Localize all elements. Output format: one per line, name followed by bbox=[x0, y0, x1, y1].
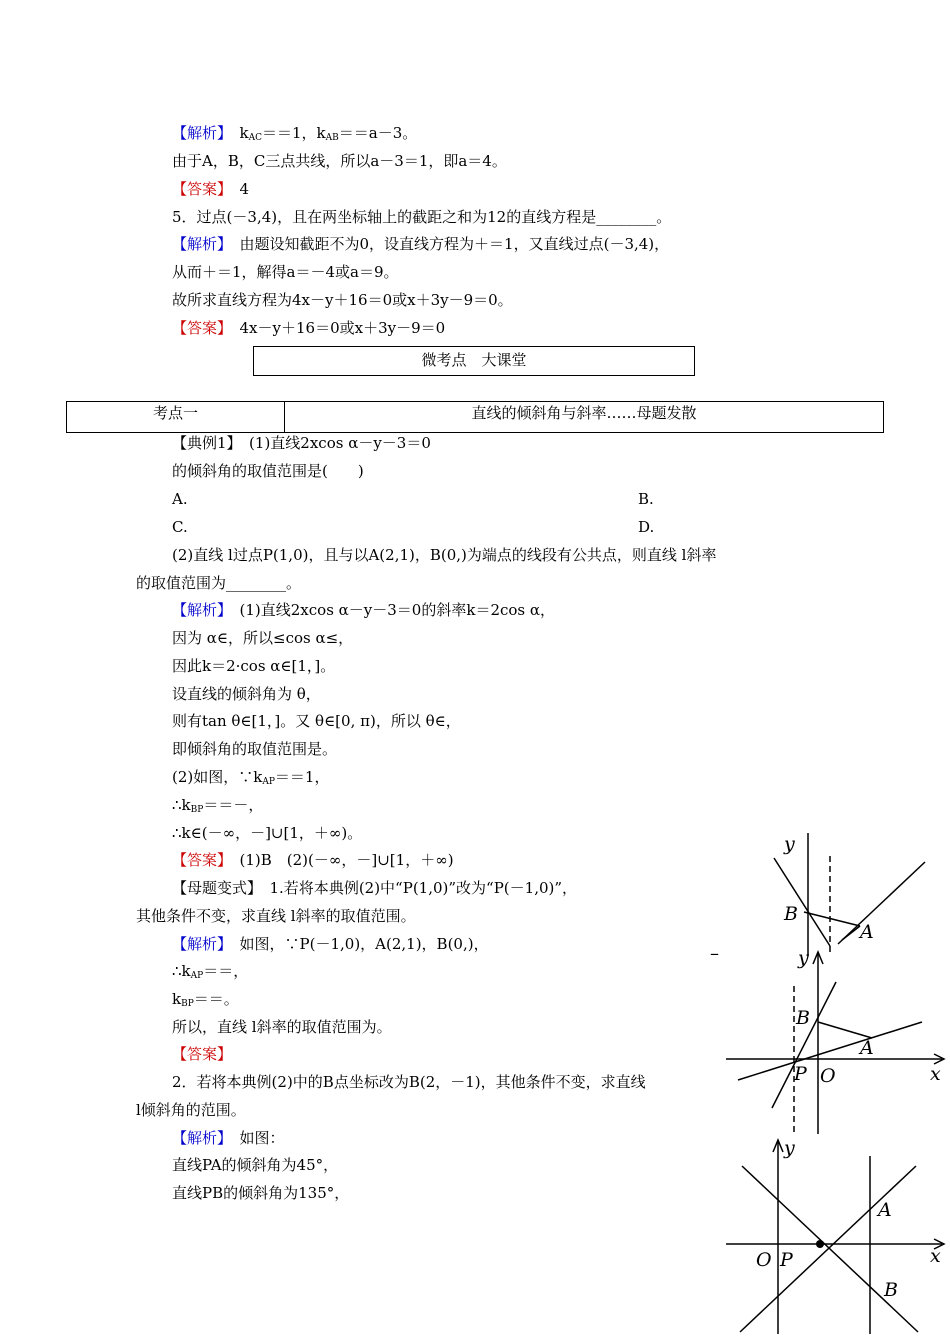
topic-header-table bbox=[66, 401, 884, 433]
label-a: A bbox=[860, 921, 874, 943]
text-line: 因此k＝2·cos α∈[1，]。 bbox=[172, 657, 336, 675]
topic-number: 考点一 bbox=[67, 402, 285, 432]
section-banner: 微考点 大课堂 bbox=[253, 346, 695, 376]
text-line: 则有tan θ∈[1，]。又 θ∈[0, π)，所以 θ∈， bbox=[172, 712, 461, 730]
answer-tag: 【答案】 bbox=[172, 319, 225, 337]
analysis-line: 【解析】 $k_{AC}==1$，$k_{AB}==a-3$。 bbox=[172, 124, 418, 143]
segment-a bbox=[842, 926, 860, 940]
text-line: 的取值范围为________。 bbox=[136, 574, 302, 592]
figure-2 bbox=[722, 946, 950, 1136]
analysis-tag: 【解析】 bbox=[172, 1129, 225, 1147]
figure-3 bbox=[722, 1136, 950, 1336]
point-p-dot bbox=[816, 1240, 824, 1248]
answer-line bbox=[172, 1044, 232, 1064]
analysis-tag: 【解析】 bbox=[172, 601, 225, 619]
label-a: A bbox=[860, 1037, 874, 1059]
option-a: A. bbox=[172, 490, 188, 508]
analysis-tag: 【解析】 bbox=[172, 235, 225, 253]
line-pa bbox=[838, 862, 925, 944]
text-line: 故所求直线方程为4x－y＋16＝0或x＋3y－9＝0。 bbox=[172, 291, 513, 309]
analysis-tag: 【解析】 bbox=[172, 935, 225, 953]
option-c: C. bbox=[172, 518, 188, 536]
label-y: y bbox=[798, 947, 809, 969]
analysis-line: 【解析】 (1)直线2xcos α－y－3＝0的斜率k＝2cos α， bbox=[172, 601, 556, 619]
label-p: P bbox=[780, 1249, 793, 1271]
question-5: 5．过点(－3,4)，且在两坐标轴上的截距之和为12的直线方程是________。 bbox=[172, 208, 672, 226]
label-y: y bbox=[784, 833, 795, 855]
topic-title: 直线的倾斜角与斜率……母题发散 bbox=[471, 404, 697, 422]
label-x: x bbox=[930, 1063, 941, 1085]
label-p: P bbox=[794, 1063, 807, 1085]
answer-tag: 【答案】 bbox=[172, 1045, 233, 1063]
text-line: ∴k∈(－∞，－]∪[1，＋∞)。 bbox=[172, 824, 363, 842]
text-line: l倾斜角的范围。 bbox=[136, 1101, 246, 1119]
text-line: 因为 α∈，所以≤cos α≤， bbox=[172, 629, 354, 647]
label-o: O bbox=[820, 1065, 836, 1087]
text-line: 其他条件不变，求直线 l斜率的取值范围。 bbox=[136, 907, 416, 925]
text-line: (2)如图，$\because k_{AP}==1$， bbox=[172, 768, 330, 787]
text-line: $\therefore k_{AP}==$， bbox=[172, 962, 249, 981]
text-line: 从而＋＝1，解得a＝－4或a＝9。 bbox=[172, 263, 399, 281]
analysis-line: 【解析】 如图： bbox=[172, 1129, 285, 1147]
line-pb bbox=[772, 982, 836, 1108]
variant-title: 【母题变式】 1.若将本典例(2)中“P(1,0)”改为“P(－1,0)”， bbox=[172, 879, 578, 897]
answer-tag: 【答案】 bbox=[172, 851, 225, 869]
label-y: y bbox=[784, 1137, 795, 1159]
text-line: $\therefore k_{BP}==-$， bbox=[172, 796, 264, 815]
text-line: $k_{BP}==$。 bbox=[172, 990, 239, 1009]
analysis-tag: 【解析】 bbox=[172, 124, 225, 142]
label-b: B bbox=[784, 903, 798, 925]
analysis-line: 【解析】 如图，∵P(－1,0)，A(2,1)，B(0,)， bbox=[172, 935, 489, 953]
answer-tag: 【答案】 bbox=[172, 180, 225, 198]
label-o: O bbox=[756, 1249, 772, 1271]
figure-1 bbox=[760, 828, 940, 956]
answer-line: 【答案】 4x－y＋16＝0或x＋3y－9＝0 bbox=[172, 319, 446, 337]
answer-line: 【答案】 4 bbox=[172, 180, 250, 198]
text-line: 2．若将本典例(2)中的B点坐标改为B(2，－1)，其他条件不变，求直线 bbox=[172, 1073, 646, 1091]
analysis-line: 【解析】 由题设知截距不为0，设直线方程为＋＝1，又直线过点(－3,4)， bbox=[172, 235, 670, 253]
label-b: B bbox=[884, 1279, 898, 1301]
label-b: B bbox=[796, 1007, 810, 1029]
label-a: A bbox=[878, 1199, 892, 1221]
label-x: x bbox=[930, 1245, 941, 1267]
text-line: 直线PA的倾斜角为45°， bbox=[172, 1156, 339, 1174]
text-line: 由于A，B，C三点共线，所以a－3＝1，即a＝4。 bbox=[172, 152, 507, 170]
text-line: (2)直线 l过点P(1,0)，且与以A(2,1)，B(0,)为端点的线段有公共点，则直线 l斜率 bbox=[172, 546, 717, 564]
text-line: 即倾斜角的取值范围是。 bbox=[172, 740, 338, 758]
dash-mark: – bbox=[710, 943, 719, 964]
answer-line: 【答案】 (1)B (2)(－∞，－]∪[1，＋∞) bbox=[172, 851, 454, 869]
line-pb bbox=[774, 858, 830, 946]
option-b: B. bbox=[638, 490, 654, 508]
option-d: D. bbox=[638, 518, 655, 536]
segment-ab bbox=[818, 1022, 872, 1038]
text-line: 的倾斜角的取值范围是( ) bbox=[172, 462, 364, 480]
text-line: 直线PB的倾斜角为135°， bbox=[172, 1184, 350, 1202]
text-line: 所以，直线 l斜率的取值范围为。 bbox=[172, 1018, 392, 1036]
text-line: 设直线的倾斜角为 θ， bbox=[172, 685, 321, 703]
example-title: 【典例1】 (1)直线2xcos α－y－3＝0 bbox=[172, 434, 431, 452]
